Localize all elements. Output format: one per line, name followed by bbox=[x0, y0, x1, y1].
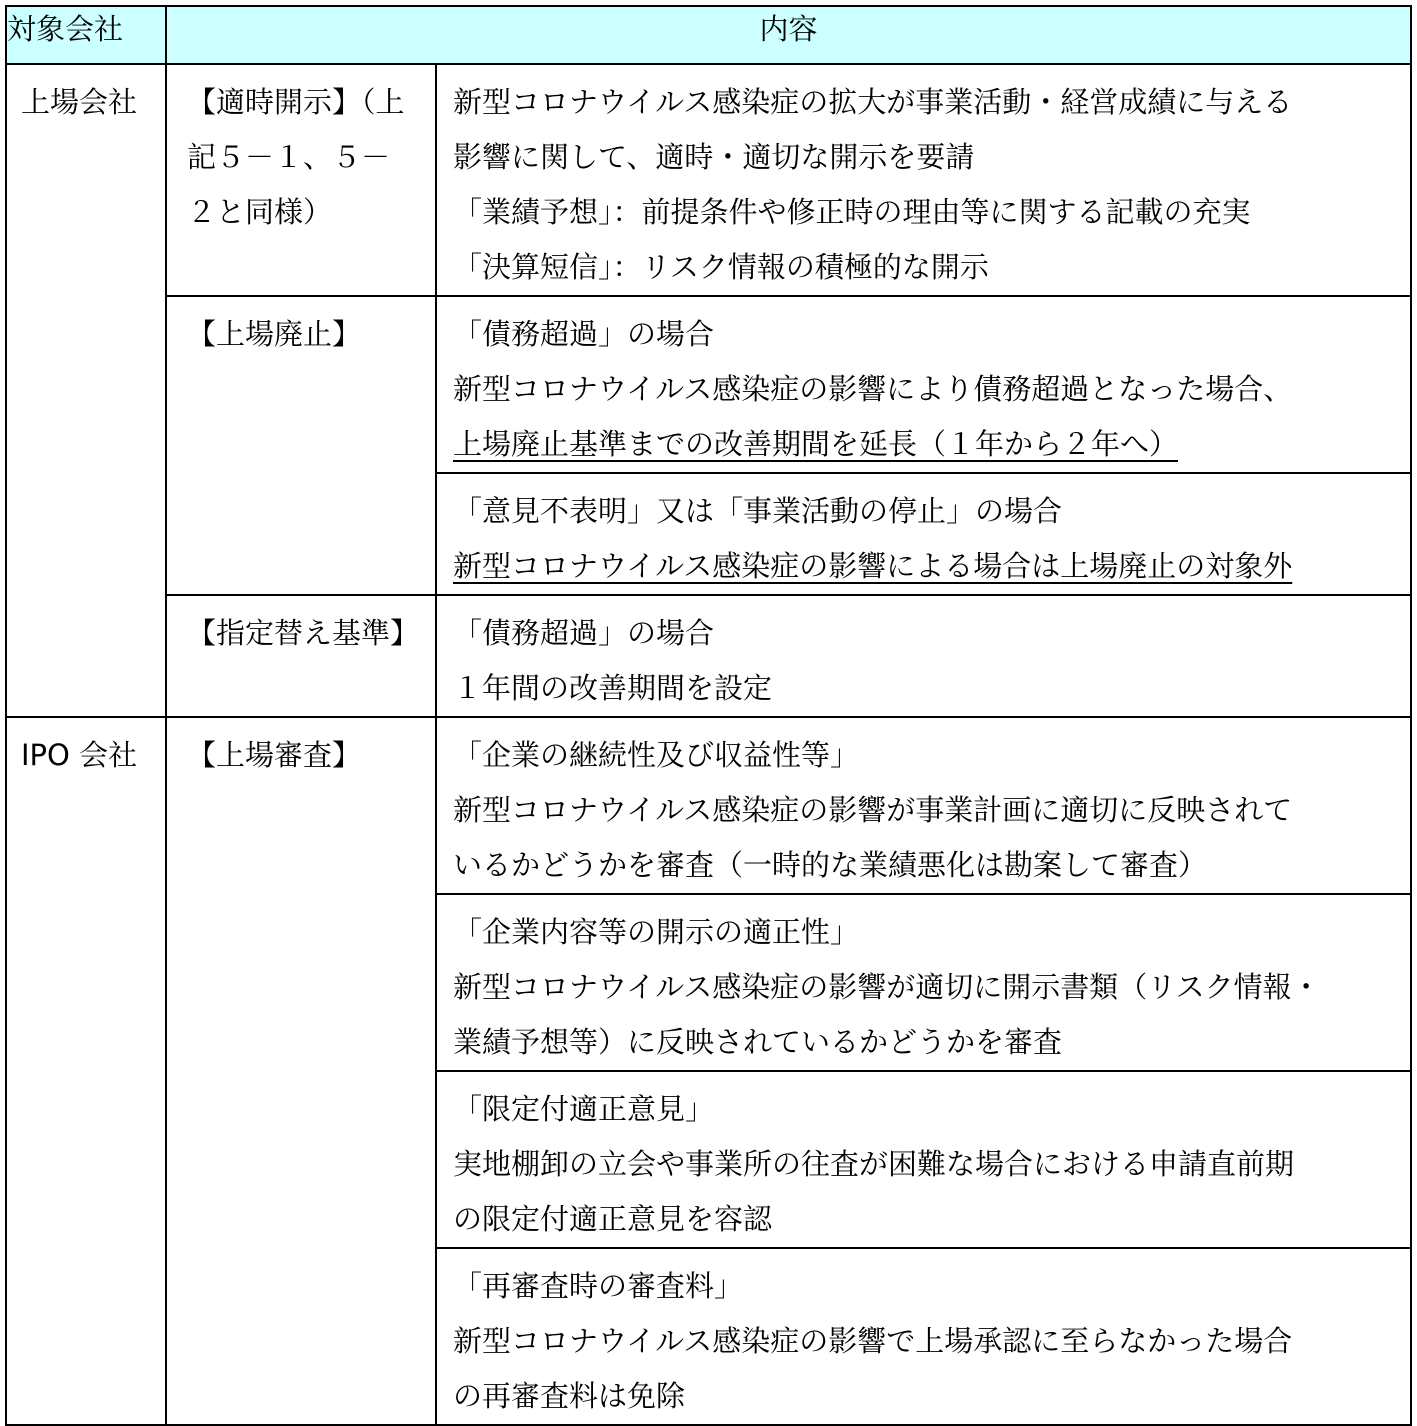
measures-table bbox=[5, 5, 1412, 1426]
content-heading: 「債務超過」の場合 bbox=[453, 616, 715, 650]
content-line: 影響に関して、適時・適切な開示を要請 bbox=[453, 140, 975, 174]
company-label-listed: 上場会社 bbox=[21, 85, 138, 119]
table-row bbox=[6, 296, 1411, 473]
company-cell-ipo bbox=[6, 717, 166, 1425]
content-cell-review-fee bbox=[436, 1248, 1411, 1425]
header-content: 内容 bbox=[166, 6, 1411, 64]
category-line: 【適時開示】（上 bbox=[187, 85, 405, 119]
content-line: 新型コロナウイルス感染症の影響が事業計画に適切に反映されて bbox=[453, 793, 1293, 827]
underlined-text: 新型コロナウイルス感染症の影響による場合は上場廃止の対象外 bbox=[453, 549, 1293, 583]
content-cell-review-continuity bbox=[436, 717, 1411, 894]
content-line: 実地棚卸の立会や事業所の往査が困難な場合における申請直前期 bbox=[453, 1147, 1295, 1181]
content-heading: 「再審査時の審査料」 bbox=[453, 1269, 744, 1303]
table-row bbox=[6, 595, 1411, 717]
content-heading: 「限定付適正意見」 bbox=[453, 1092, 715, 1126]
content-line: 「業績予想」：前提条件や修正時の理由等に関する記載の充実 bbox=[453, 195, 1251, 229]
underlined-text: 上場廃止基準までの改善期間を延長（１年から２年へ） bbox=[453, 427, 1179, 461]
content-heading: 「企業内容等の開示の適正性」 bbox=[453, 915, 860, 949]
content-cell-delisting-insolvency bbox=[436, 296, 1411, 473]
content-line: 新型コロナウイルス感染症の拡大が事業活動・経営成績に与える bbox=[453, 85, 1293, 119]
table-row bbox=[6, 717, 1411, 894]
category-label: 【指定替え基準】 bbox=[187, 616, 420, 650]
content-heading: 「債務超過」の場合 bbox=[453, 317, 715, 351]
content-line: 「決算短信」：リスク情報の積極的な開示 bbox=[453, 250, 989, 284]
category-cell-designation bbox=[166, 595, 436, 717]
content-heading: 「意見不表明」又は「事業活動の停止」の場合 bbox=[453, 494, 1063, 528]
content-line: １年間の改善期間を設定 bbox=[453, 671, 773, 705]
category-line: 記５－１、５－ bbox=[187, 140, 391, 174]
category-line: ２と同様） bbox=[187, 195, 333, 229]
table-header-row bbox=[6, 6, 1411, 64]
company-cell-listed bbox=[6, 64, 166, 717]
content-line: いるかどうかを審査（一時的な業績悪化は勘案して審査） bbox=[453, 848, 1208, 882]
category-label: 【上場審査】 bbox=[187, 738, 362, 772]
content-cell-review-disclosure bbox=[436, 894, 1411, 1071]
company-label-ipo: IPO 会社 bbox=[21, 738, 138, 772]
content-cell-designation bbox=[436, 595, 1411, 717]
category-cell-delisting bbox=[166, 296, 436, 595]
content-cell-timely-disclosure bbox=[436, 64, 1411, 296]
content-line: 新型コロナウイルス感染症の影響が適切に開示書類（リスク情報・ bbox=[453, 970, 1321, 1004]
content-cell-review-qualified-opinion bbox=[436, 1071, 1411, 1248]
content-heading: 「企業の継続性及び収益性等」 bbox=[453, 738, 860, 772]
content-cell-delisting-no-opinion bbox=[436, 473, 1411, 595]
content-line: の再審査料は免除 bbox=[453, 1379, 686, 1413]
table-row bbox=[6, 64, 1411, 296]
content-line: の限定付適正意見を容認 bbox=[453, 1202, 773, 1236]
content-line: 業績予想等）に反映されているかどうかを審査 bbox=[453, 1025, 1063, 1059]
category-cell-listing-review bbox=[166, 717, 436, 1425]
content-line: 新型コロナウイルス感染症の影響で上場承認に至らなかった場合 bbox=[453, 1324, 1293, 1358]
header-target-company: 対象会社 bbox=[6, 6, 166, 64]
category-label: 【上場廃止】 bbox=[187, 317, 362, 351]
measures-table-container bbox=[5, 5, 1410, 1413]
category-cell-timely-disclosure bbox=[166, 64, 436, 296]
content-line: 新型コロナウイルス感染症の影響により債務超過となった場合、 bbox=[453, 372, 1293, 406]
